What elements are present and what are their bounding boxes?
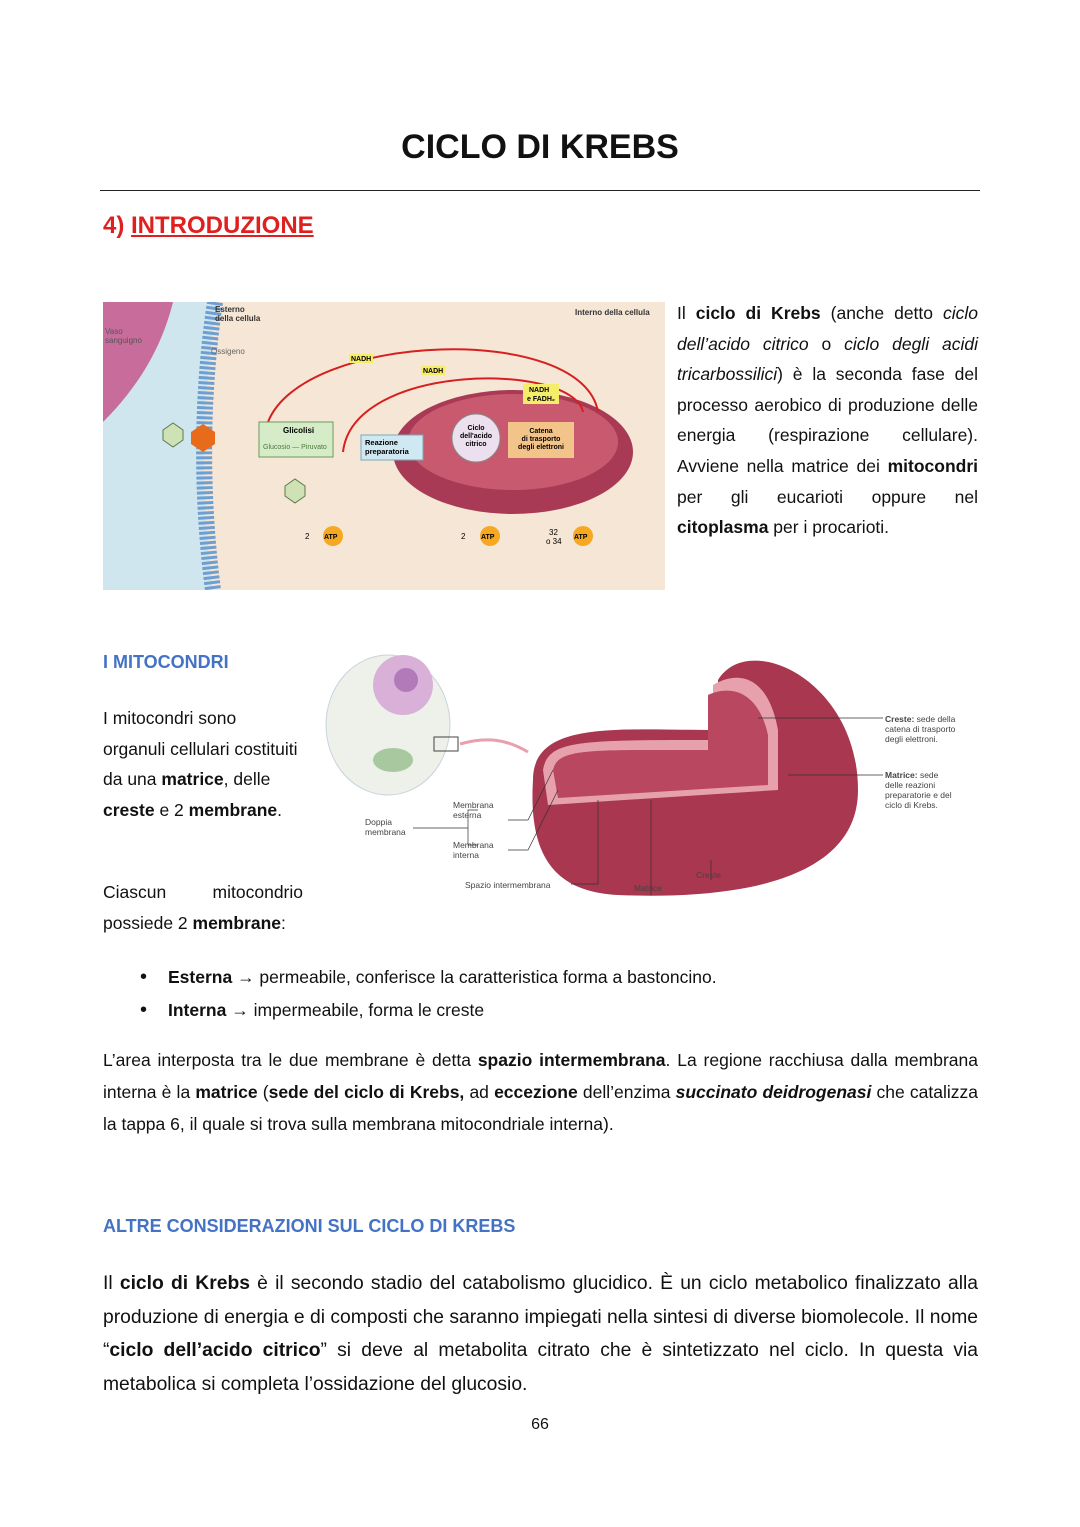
page-number: 66 — [531, 1416, 549, 1433]
label-creste-desc-3: degli elettroni. — [885, 734, 938, 744]
text-run: . La regione racchiusa dalla membrana interna è la — [103, 1050, 978, 1102]
label-esterno: Esterno — [215, 305, 245, 314]
label-catena-3: degli elettroni — [518, 444, 564, 451]
text-run: , delle — [223, 769, 271, 790]
section-label: INTRODUZIONE — [131, 212, 314, 239]
text-run: ) è la seconda fase del processo aerobico di produzione delle energia (respirazione cellulare). Avviene nella matrice dei — [677, 364, 978, 476]
label-matrice-desc-2: delle reazioni — [885, 780, 936, 790]
page-title: CICLO DI KREBS — [401, 128, 679, 166]
label-membrana-interna-2: interna — [453, 850, 479, 860]
label-membrana-esterna-2: esterna — [453, 810, 482, 820]
label-matrice-desc-3: preparatorie e del — [885, 790, 952, 800]
text-run: ciclo di Krebs — [119, 1273, 250, 1294]
text-run: Il — [103, 1273, 120, 1294]
text-run: ” si deve al metabolita citrato che è sintetizzato nel ciclo. In questa via metabolica si completa l’ossidazione del glucosio. — [103, 1340, 978, 1395]
altre-considerazioni-paragraph — [103, 1267, 978, 1401]
label-spazio: Spazio intermembrana — [465, 880, 551, 890]
label-interno: Interno della cellula — [575, 308, 650, 317]
label-creste-desc-bold: Creste: — [885, 714, 915, 724]
cellular-respiration-figure — [103, 302, 665, 590]
label-matrice-desc-1: sede — [917, 770, 939, 780]
atp-count-2: 2 — [461, 532, 466, 541]
title-divider — [100, 190, 980, 191]
text-run: sede del ciclo di Krebs, — [268, 1082, 465, 1102]
label-esterno-2: della cellula — [215, 314, 261, 323]
label-creste-desc-1: sede della — [914, 714, 956, 724]
svg-text:Membranaesterna — [453, 800, 494, 820]
svg-text:Doppiamembrana — [365, 817, 406, 837]
label-doppia-2: membrana — [365, 827, 406, 837]
text-run: ciclo dell’acido citrico — [109, 1340, 321, 1361]
mitocondri-paragraph-2 — [103, 877, 303, 938]
list-item — [140, 961, 717, 994]
text-run: per gli eucarioti oppure nel — [677, 486, 978, 507]
text-run: eccezione — [494, 1082, 578, 1102]
label-ciclo-3: citrico — [465, 441, 487, 448]
label-reazione-2: preparatoria — [365, 447, 409, 456]
text-run: membrane — [192, 912, 282, 933]
label-creste: Creste — [696, 870, 722, 880]
label-doppia: Doppia — [365, 817, 392, 827]
label-ciclo: Ciclo — [467, 425, 485, 432]
label-matrice: Matrice — [634, 883, 662, 893]
intermembrane-paragraph — [103, 1044, 978, 1140]
text-run: per i procarioti. — [768, 517, 890, 538]
label-reazione: Reazione — [365, 438, 398, 447]
text-run: Interna — [168, 1000, 227, 1020]
intro-paragraph — [677, 298, 978, 543]
atp-label-2: ATP — [481, 534, 495, 541]
label-glicolisi: Glicolisi — [283, 426, 315, 435]
label-catena-2: di trasporto — [521, 436, 561, 443]
text-run: ciclo dell’acido citrico — [677, 303, 978, 354]
label-matrice-desc-bold: Matrice: — [885, 770, 918, 780]
label-nadh-1: NADH — [351, 356, 372, 363]
atp-label-3: ATP — [574, 534, 588, 541]
text-run: → permeabile, conferisce la caratteristica forma a bastoncino. — [232, 967, 717, 987]
text-run: dell’enzima — [577, 1082, 676, 1102]
label-ossigeno: Ossigeno — [211, 347, 245, 356]
text-run: mitocondri — [887, 455, 978, 476]
text-run: e 2 — [154, 799, 189, 820]
label-matrice-desc-4: ciclo di Krebs. — [885, 800, 938, 810]
text-run: ciclo degli acidi tricarbossilici — [677, 333, 978, 385]
label-creste-desc-2: catena di trasporto — [885, 724, 956, 734]
text-run: matrice — [161, 769, 224, 790]
section-heading-introduzione — [103, 212, 314, 240]
mitocondri-heading: I MITOCONDRI — [103, 652, 229, 672]
text-run: I mitocondri sono organuli cellulari costituiti da una — [103, 708, 298, 790]
text-run: creste — [103, 799, 155, 820]
text-run: ciclo di Krebs — [695, 303, 821, 323]
atp-count-1: 2 — [305, 532, 310, 541]
label-nadh-fadh: NADH — [529, 387, 550, 394]
mitocondri-paragraph-1 — [103, 703, 303, 825]
text-run: ad — [464, 1082, 495, 1102]
text-run: matrice — [195, 1082, 258, 1102]
label-vaso-2: sanguigno — [105, 336, 142, 345]
text-run: L’area interposta tra le due membrane è detta — [103, 1050, 478, 1070]
text-run: è il secondo stadio del catabolismo glucidico. È un ciclo metabolico finalizzato alla produzione di energia e di composti che saranno impiegati nella sintesi di diverse biomolecole. Il nome “ — [103, 1273, 979, 1361]
text-run: Esterna — [168, 967, 233, 987]
svg-text:Membranainterna — [453, 840, 494, 860]
altre-considerazioni-heading: ALTRE CONSIDERAZIONI SUL CICLO DI KREBS — [103, 1216, 516, 1236]
section-number: 4) — [103, 212, 125, 239]
text-run: → impermeabile, forma le creste — [226, 1000, 485, 1020]
atp-label-1: ATP — [324, 534, 338, 541]
label-membrana-interna: Membrana — [453, 840, 494, 850]
text-run: o — [808, 333, 845, 354]
label-nadh-2: NADH — [423, 368, 444, 375]
atp-count-3b: o 34 — [546, 537, 562, 546]
atp-count-3: 32 — [549, 528, 558, 537]
text-run: ( — [257, 1082, 269, 1102]
list-item — [140, 994, 717, 1027]
mitochondrion-figure — [318, 640, 986, 908]
text-run: Ciascun mitocondrio possiede 2 — [103, 882, 303, 933]
label-glucosio-piruvato: Glucosio — Piruvato — [263, 444, 327, 451]
label-vaso: Vaso — [105, 327, 123, 336]
svg-text:Matrice: sededelle reazionipre — [885, 770, 952, 810]
text-run: succinato deidrogenasi — [675, 1082, 872, 1102]
text-run: citoplasma — [677, 517, 769, 538]
text-run: che catalizza la tappa 6, il quale si trova sulla membrana mitocondriale interna). — [103, 1082, 978, 1134]
text-run: (anche detto — [820, 303, 943, 323]
label-nadh-fadh-2: e FADH₂ — [527, 396, 556, 403]
label-ciclo-2: dell'acido — [459, 433, 493, 440]
text-run: : — [281, 912, 286, 933]
text-run: Il — [677, 303, 696, 323]
label-catena: Catena — [529, 428, 553, 435]
svg-text:Creste: sede dellacatena di tr — [885, 714, 956, 744]
text-run: spazio intermembrana — [477, 1050, 666, 1070]
text-run: membrane — [188, 799, 278, 820]
label-membrana-esterna: Membrana — [453, 800, 494, 810]
membrane-list — [140, 961, 717, 1027]
text-run: . — [277, 799, 283, 820]
